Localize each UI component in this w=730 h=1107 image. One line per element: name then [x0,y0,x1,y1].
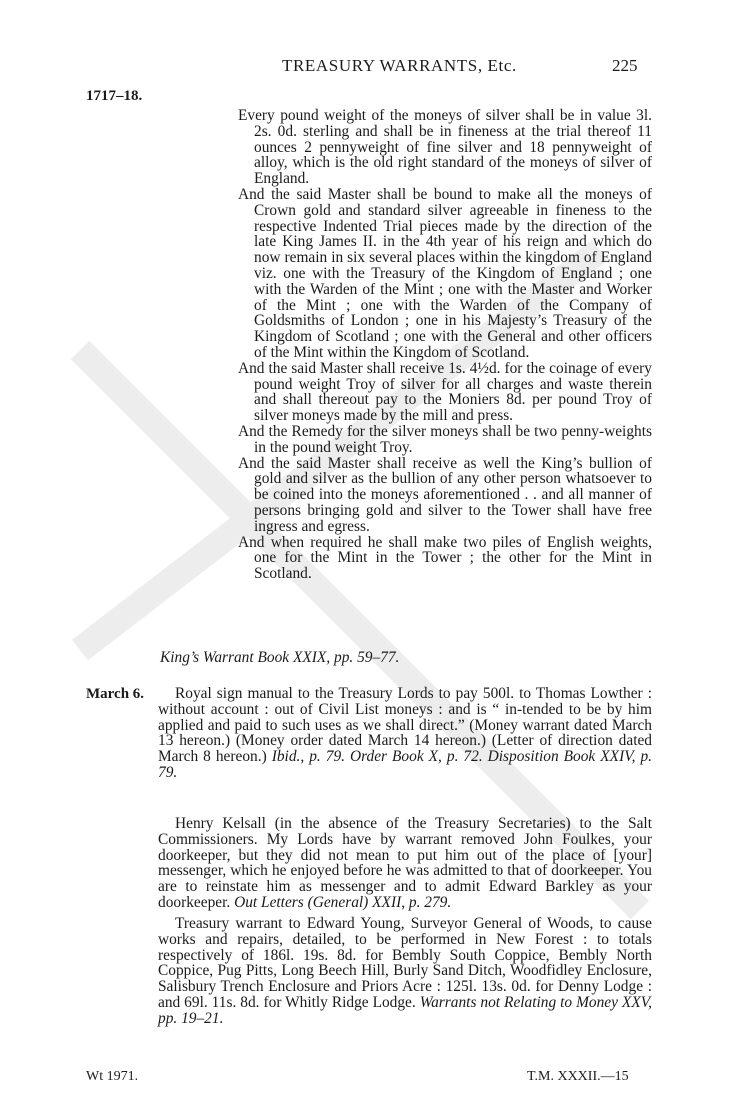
term-remedy: And the Remedy for the silver moneys shall be two penny-weights in the pound weight Troy. [238,422,652,456]
entry-young-text: Treasury warrant to Edward Young, Surveyor General of Woods, to cause works and repairs, detailed, to be performed in New Forest : to totals respectively of 186l. 19s. 8d. for Bembly South Coppice, Bembly North Coppice, Pug Pitts, Long Beech Hill, Burly Sand Ditch, Woodfidley Enclosure, Salisbury Trench Enclosure and Priors Acre : 125l. 13s. 0d. for Denny Lodge : and 69l. 11s. 8d. for Whitly Ridge Lodge. [158,915,652,1011]
entry-kelsall-refs: Out Letters (General) XXII, p. 279. [234,893,452,911]
entry-kelsall [158,816,652,911]
page-number: 225 [612,56,638,75]
term-weights: And when required he shall make two piles of English weights, one for the Mint in the Tower ; the other for the Mint in Scotland. [238,533,652,583]
page-running-title: TREASURY WARRANTS, Etc. [282,56,517,75]
mint-indenture-terms [238,108,652,582]
entry-kelsall-text: Henry Kelsall (in the absence of the Treasury Secretaries) to the Salt Commissioners. My Lords have by warrant removed John Foulkes, your doorkeeper, but they did not mean to put him out of the place of [your] messenger, which he enjoyed before he was admitted to that of doorkeeper. You are to reinstate him as messenger and to admit Edward Barkley as your doorkeeper. [158,815,652,911]
term-bullion: And the said Master shall receive as well the King’s bullion of gold and silver as the bullion of any other person whatsoever to be coined into the moneys aforementioned . . and all manner of persons bringing gold and silver to the Tower shall have free ingress and egress. [238,454,652,535]
entry-lowther-text: Royal sign manual to the Treasury Lords to pay 500l. to Thomas Lowther : without account : out of Civil List moneys : and is “ in-tended to be by him applied and paid to such uses as we shall direct.” (Money warrant dated March 13 hereon.) (Money order dated March 14 hereon.) (Letter of direction dated March 8 hereon.) [158,685,652,766]
margin-date-march-6: March 6. [86,686,145,702]
term-silver-value: Every pound weight of the moneys of silver shall be in value 3l. 2s. 0d. sterling and shall be in fineness at the trial thereof 11 ounces 2 pennyweight of fine silver and 18 pennyweight of alloy, which is the old right standard of the moneys of silver of England. [238,107,652,188]
entry-young-refs: Warrants not Relating to Money XXV, pp. 19–21. [158,993,652,1027]
entry-young [158,916,652,1027]
term-coinage-fee: And the said Master shall receive 1s. 4½d. for the coinage of every pound weight Troy of silver for all charges and waste therein and shall thereout pay to the Moniers 8d. per pound Troy of silver moneys made by the mill and press. [238,359,652,425]
footer-signature-mark: T.M. XXXII.—15 [527,1069,629,1084]
footer-printing-mark: Wt 1971. [86,1069,139,1084]
entry-lowther [158,686,652,781]
mint-reference: King’s Warrant Book XXIX, pp. 59–77. [160,649,400,666]
term-trial-pieces: And the said Master shall be bound to make all the moneys of Crown gold and standard silver agreeable in fineness to the respective Indented Trial pieces made by the direction of the late King James II. in the 4th year of his reign and which do now remain in six several places within the kingdom of England viz. one with the Treasury of the Kingdom of England ; one with the Warden of the Mint ; one with the Master and Worker of the Mint ; one with the Warden of the Company of Goldsmiths of London ; one in his Majesty’s Treasury of the Kingdom of Scotland ; one with the General and other officers of the Mint within the Kingdom of Scotland. [238,185,652,361]
entry-lowther-refs: Ibid., p. 79. Order Book X, p. 72. Disposition Book XXIV, p. 79. [158,748,652,781]
margin-year: 1717–18. [86,88,143,104]
